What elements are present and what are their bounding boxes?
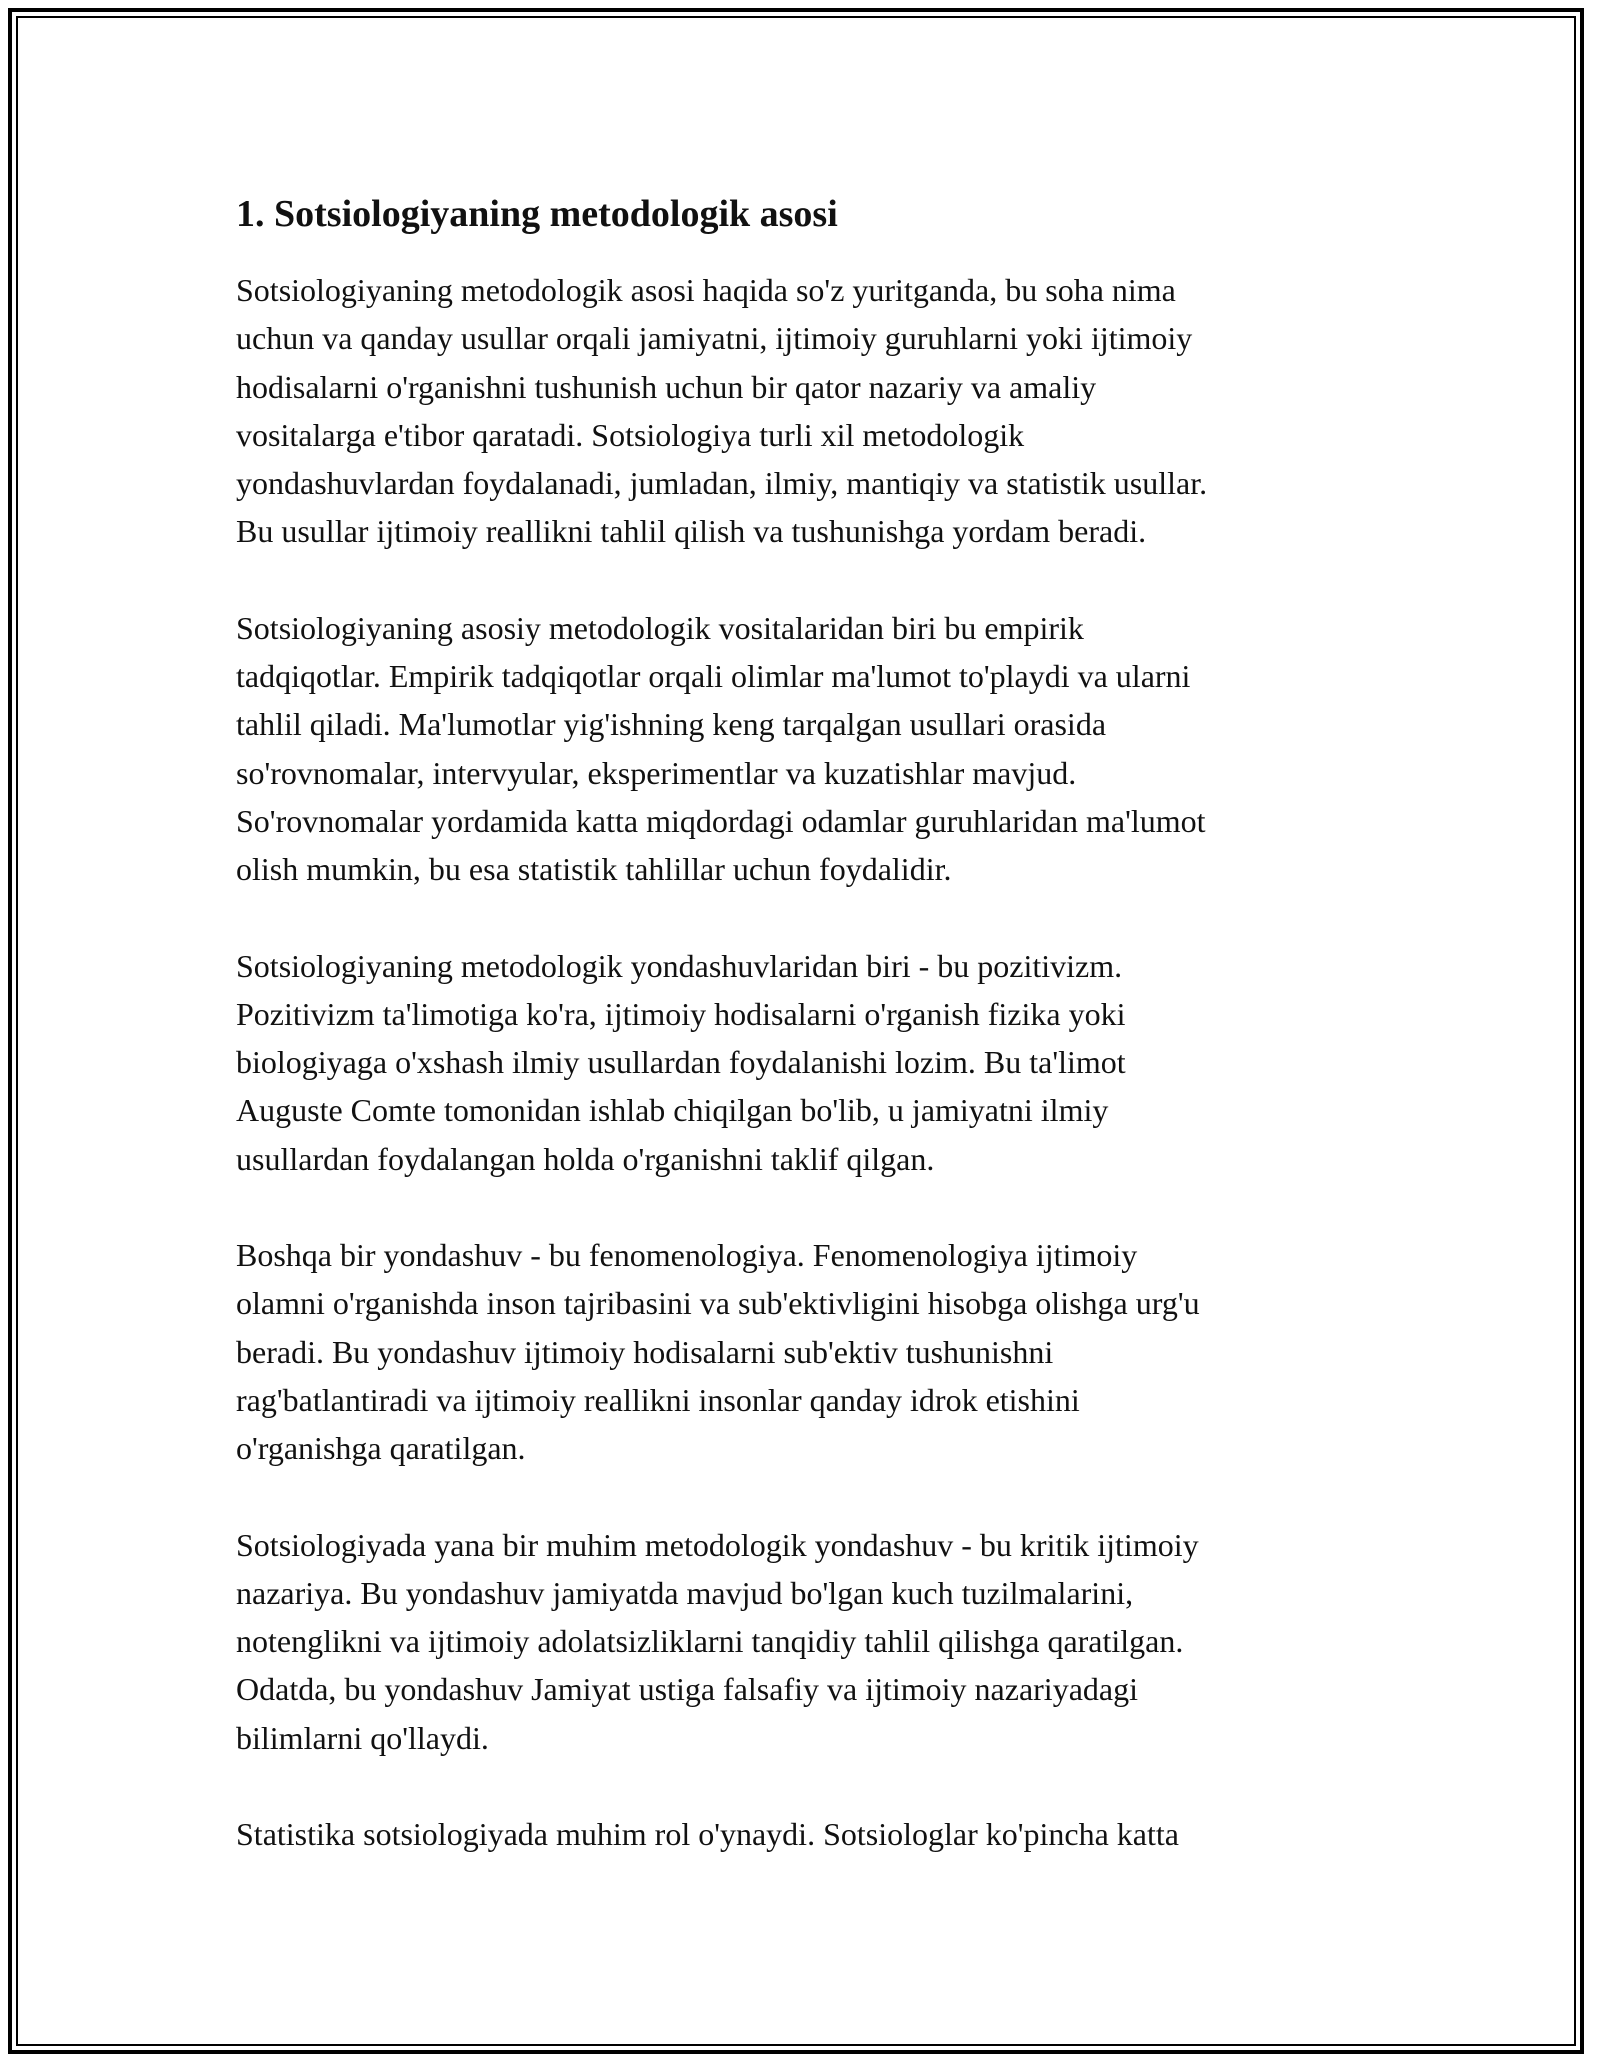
text-line: Statistika sotsiologiyada muhim rol o'ynaydi. Sotsiologlar ko'pincha katta <box>236 1816 1179 1853</box>
text-line: usullardan foydalangan holda o'rganishni taklif qilgan. <box>236 1140 935 1177</box>
text-line: tahlil qiladi. Ma'lumotlar yig'ishning keng tarqalgan usullari orasida <box>236 706 1107 743</box>
text-line: olamni o'rganishda inson tajribasini va sub'ektivligini hisobga olishga urg'u <box>236 1285 1200 1322</box>
section-title: 1. Sotsiologiyaning metodologik asosi <box>236 193 838 235</box>
paragraph-5 <box>236 1521 1366 1762</box>
text-line: Boshqa bir yondashuv - bu fenomenologiya. Fenomenologiya ijtimoiy <box>236 1237 1138 1274</box>
text-line: so'rovnomalar, intervyular, eksperimentlar va kuzatishlar mavjud. <box>236 754 1077 791</box>
text-line: Bu usullar ijtimoiy reallikni tahlil qilish va tushunishga yordam beradi. <box>236 513 1147 550</box>
text-line: So'rovnomalar yordamida katta miqdordagi odamlar guruhlaridan ma'lumot <box>236 802 1206 839</box>
document-body <box>236 188 1366 1906</box>
text-line: Auguste Comte tomonidan ishlab chiqilgan bo'lib, u jamiyatni ilmiy <box>236 1092 1109 1129</box>
paragraph-2 <box>236 604 1366 894</box>
text-line: yondashuvlardan foydalanadi, jumladan, ilmiy, mantiqiy va statistik usullar. <box>236 465 1208 502</box>
text-line: tadqiqotlar. Empirik tadqiqotlar orqali olimlar ma'lumot to'playdi va ularni <box>236 658 1191 695</box>
text-line: bilimlarni qo'llaydi. <box>236 1719 489 1756</box>
text-line: olish mumkin, bu esa statistik tahlillar uchun foydalidir. <box>236 851 952 888</box>
text-line: nazariya. Bu yondashuv jamiyatda mavjud bo'lgan kuch tuzilmalarini, <box>236 1574 1134 1611</box>
text-line: Odatda, bu yondashuv Jamiyat ustiga falsafiy va ijtimoiy nazariyadagi <box>236 1671 1138 1708</box>
paragraph-1 <box>236 266 1366 556</box>
text-line: notenglikni va ijtimoiy adolatsizliklarni tanqidiy tahlil qilishga qaratilgan. <box>236 1623 1184 1660</box>
paragraph-4 <box>236 1231 1366 1472</box>
text-line: Pozitivizm ta'limotiga ko'ra, ijtimoiy hodisalarni o'rganish fizika yoki <box>236 995 1126 1032</box>
text-line: Sotsiologiyaning metodologik asosi haqida so'z yuritganda, bu soha nima <box>236 272 1176 308</box>
text-line: Sotsiologiyaning metodologik yondashuvlaridan biri - bu pozitivizm. <box>236 947 1123 984</box>
text-line: o'rganishga qaratilgan. <box>236 1430 526 1467</box>
text-line: Sotsiologiyada yana bir muhim metodologik yondashuv - bu kritik ijtimoiy <box>236 1526 1199 1563</box>
text-line: vositalarga e'tibor qaratadi. Sotsiologiya turli xil metodologik <box>236 416 1025 453</box>
paragraph-6 <box>236 1810 1366 1858</box>
text-line: hodisalarni o'rganishni tushunish uchun bir qator nazariy va amaliy <box>236 368 1097 405</box>
text-line: rag'batlantiradi va ijtimoiy reallikni insonlar qanday idrok etishini <box>236 1381 1080 1418</box>
text-line: beradi. Bu yondashuv ijtimoiy hodisalarni sub'ektiv tushunishni <box>236 1333 1054 1370</box>
text-line: biologiyaga o'xshash ilmiy usullardan foydalanishi lozim. Bu ta'limot <box>236 1044 1126 1081</box>
text-line: uchun va qanday usullar orqali jamiyatni, ijtimoiy guruhlarni yoki ijtimoiy <box>236 320 1193 357</box>
paragraph-3 <box>236 942 1366 1183</box>
text-line: Sotsiologiyaning asosiy metodologik vositalaridan biri bu empirik <box>236 609 1084 646</box>
